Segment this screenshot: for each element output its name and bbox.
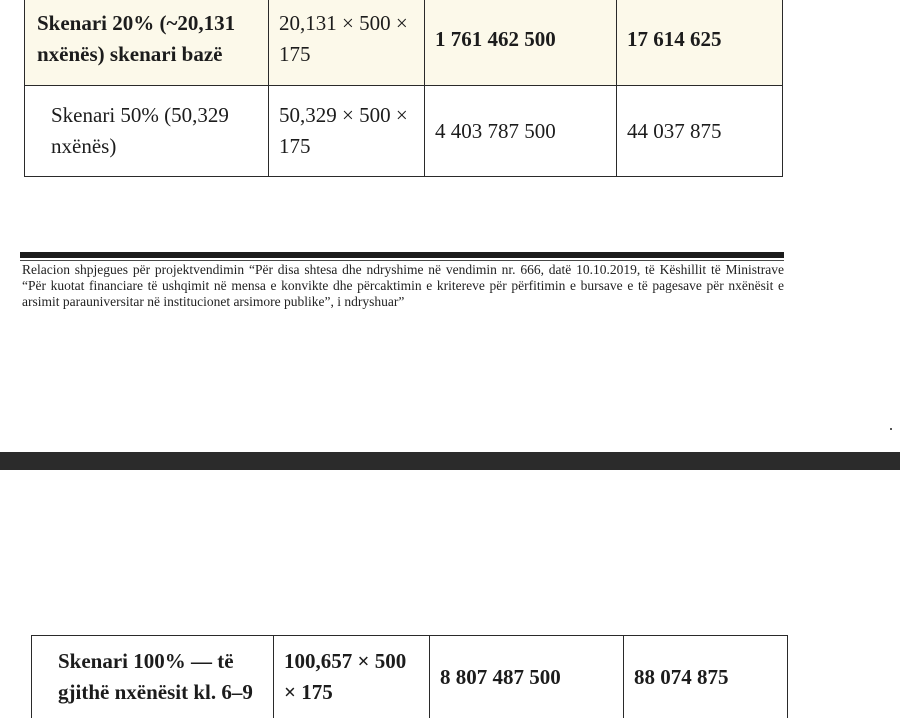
table-row <box>25 86 783 177</box>
scenario-cell: Skenari 20% (~20,131 nxënës) skenari bazë <box>25 0 269 86</box>
page-separator <box>0 452 900 470</box>
amount-cell: 1 761 462 500 <box>425 0 617 86</box>
scenario-cell: Skenari 50% (50,329 nxënës) <box>25 86 269 177</box>
table-row <box>25 0 783 86</box>
page-footer-text: Relacion shpjegues për projektvendimin “Për disa shtesa dhe ndryshime në vendimin nr. 666, datë 10.10.2019, të Këshillit të Ministrave “Për kuotat financiare të ushqimit në mensa e konvikte dhe përcaktimin e kritereve për përfitimin e bursave e të pagesave për nxënësit e arsimit parauniversitar në institucionet arsimore publike”, i ndryshuar” <box>22 262 784 309</box>
scenario-cost-table-bottom <box>31 635 788 718</box>
value-cell: 88 074 875 <box>624 636 788 719</box>
amount-cell: 8 807 487 500 <box>430 636 624 719</box>
formula-cell: 100,657 × 500 × 175 <box>274 636 430 719</box>
formula-cell: 20,131 × 500 × 175 <box>269 0 425 86</box>
scenario-cost-table-top <box>24 0 783 177</box>
table-row <box>32 636 788 719</box>
scenario-cell: Skenari 100% — të gjithë nxënësit kl. 6–9 <box>32 636 274 719</box>
footer-rule-thick <box>20 252 784 258</box>
formula-cell: 50,329 × 500 × 175 <box>269 86 425 177</box>
scan-speck <box>890 428 892 430</box>
amount-cell: 4 403 787 500 <box>425 86 617 177</box>
footer-rule-thin <box>20 260 784 261</box>
value-cell: 17 614 625 <box>617 0 783 86</box>
value-cell: 44 037 875 <box>617 86 783 177</box>
